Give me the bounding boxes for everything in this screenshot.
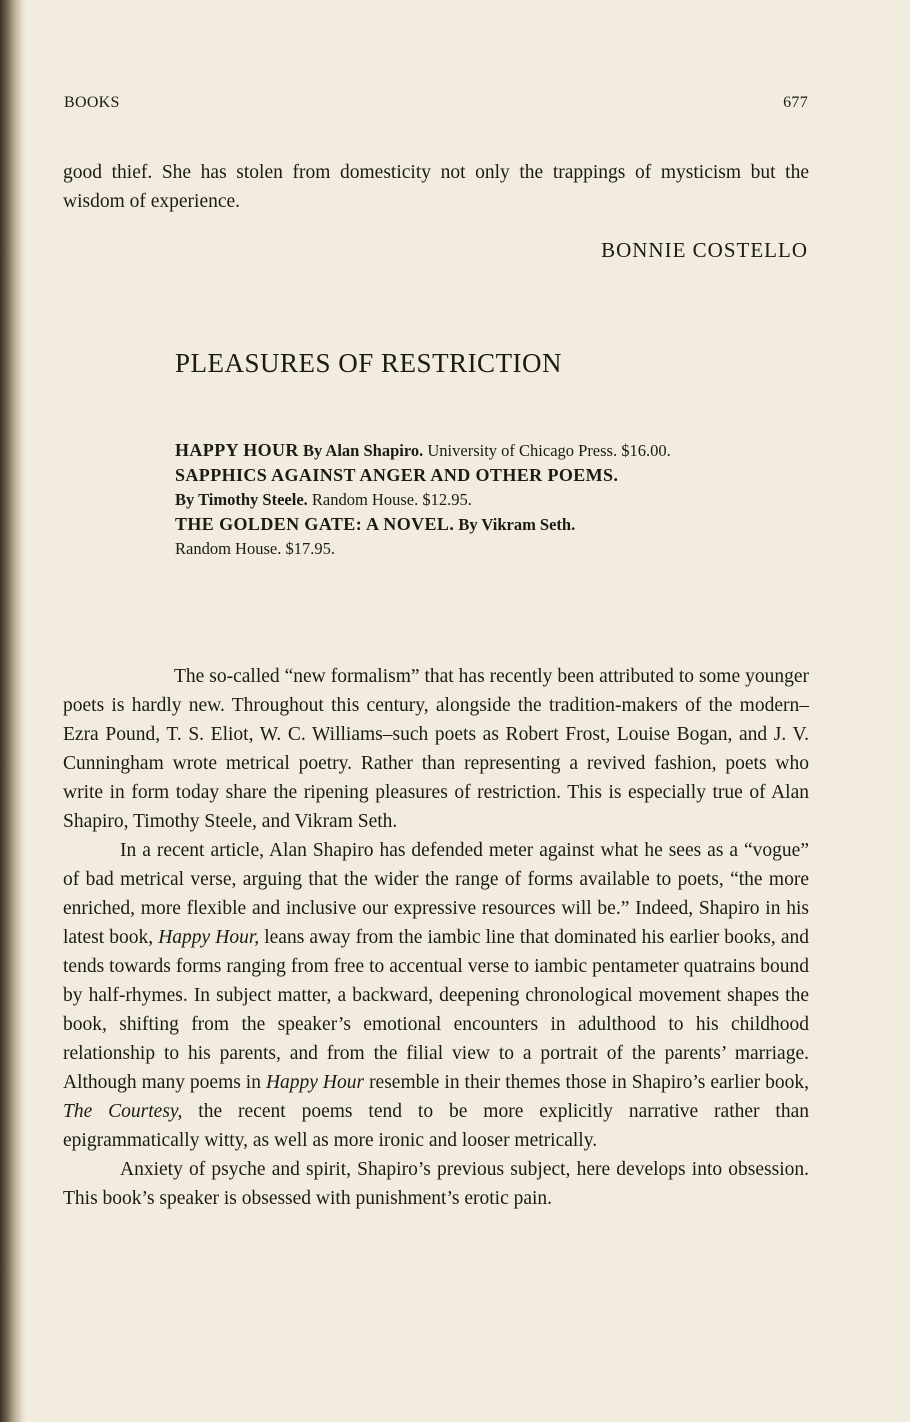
book-title-italic: The Courtesy, — [63, 1101, 183, 1122]
paragraph-text: leans away from the iambic line that dominated his earlier books, and tends towards forms ranging from free to accentual verse to iambic pentameter quatrains bound by half-rhymes. In subject matter, a backward, deepening chronological movement shapes the book, shifting from the speaker’s emotional encounters in adulthood to his childhood relationship to his parents, and from the filial view to a portrait of the parents’ marriage. Although many poems in — [63, 927, 809, 1093]
book-author: By Timothy Steele. — [175, 489, 308, 509]
paragraph-text: In a recent article, Alan Shapiro has defended meter against what he sees as a “vogue” of bad metrical verse, arguing that the wider the range of forms available to poets, “the more enriched, more flexible and inclusive our expressive resources will be.” Indeed, Shapiro in his latest book, — [63, 840, 809, 948]
body-paragraph: The so-called “new formalism” that has recently been attributed to some younger poets is hardly new. Throughout this century, alongside the tradition-makers of the modern–Ezra Pound, T. S. Eliot, W. C. Williams–such poets as Robert Frost, Louise Bogan, and J. V. Cunningham wrote metrical poetry. Rather than representing a revived fashion, poets who write in form today share the ripening pleasures of restriction. This is especially true of Alan Shapiro, Timothy Steele, and Vikram Seth. — [63, 666, 809, 832]
book-title: SAPPHICS AGAINST ANGER AND OTHER POEMS. — [175, 465, 619, 486]
book-entry — [175, 438, 795, 463]
books-under-review — [175, 438, 795, 561]
reviewer-signature: BONNIE COSTELLO — [601, 238, 808, 262]
review-body — [63, 662, 809, 1213]
review-title: PLEASURES OF RESTRICTION — [175, 348, 563, 378]
page-number: 677 — [783, 94, 808, 111]
paragraph-text: resemble in their themes those in Shapiro’s earlier book, — [364, 1072, 809, 1093]
book-binding-shadow — [0, 0, 26, 1422]
body-paragraph — [63, 836, 809, 1155]
book-title: HAPPY HOUR — [175, 440, 299, 460]
continuation-paragraph: good thief. She has stolen from domesticity not only the trappings of mysticism but the wisdom of experience. — [63, 162, 809, 212]
book-title: THE GOLDEN GATE: A NOVEL. — [175, 513, 455, 534]
book-details: Random House. $12.95. — [311, 489, 472, 509]
section-label: BOOKS — [64, 94, 120, 111]
book-details: Random House. $17.95. — [175, 539, 335, 559]
book-entry — [175, 512, 795, 562]
book-title-italic: Happy Hour — [265, 1072, 365, 1093]
paragraph-text: the recent poems tend to be more explicitly narrative rather than epigrammatically witty, as well as more ironic and looser metrically. — [63, 1101, 810, 1151]
book-author: By Alan Shapiro. — [302, 441, 424, 460]
book-title-italic: Happy Hour, — [158, 927, 260, 948]
body-paragraph: Anxiety of psyche and spirit, Shapiro’s previous subject, here develops into obsession. This book’s speaker is obsessed with punishment’s erotic pain. — [63, 1159, 809, 1209]
running-head — [64, 94, 808, 112]
book-details: University of Chicago Press. $16.00. — [427, 441, 671, 460]
book-entry — [175, 463, 795, 512]
book-author: By Vikram Seth. — [458, 514, 576, 534]
